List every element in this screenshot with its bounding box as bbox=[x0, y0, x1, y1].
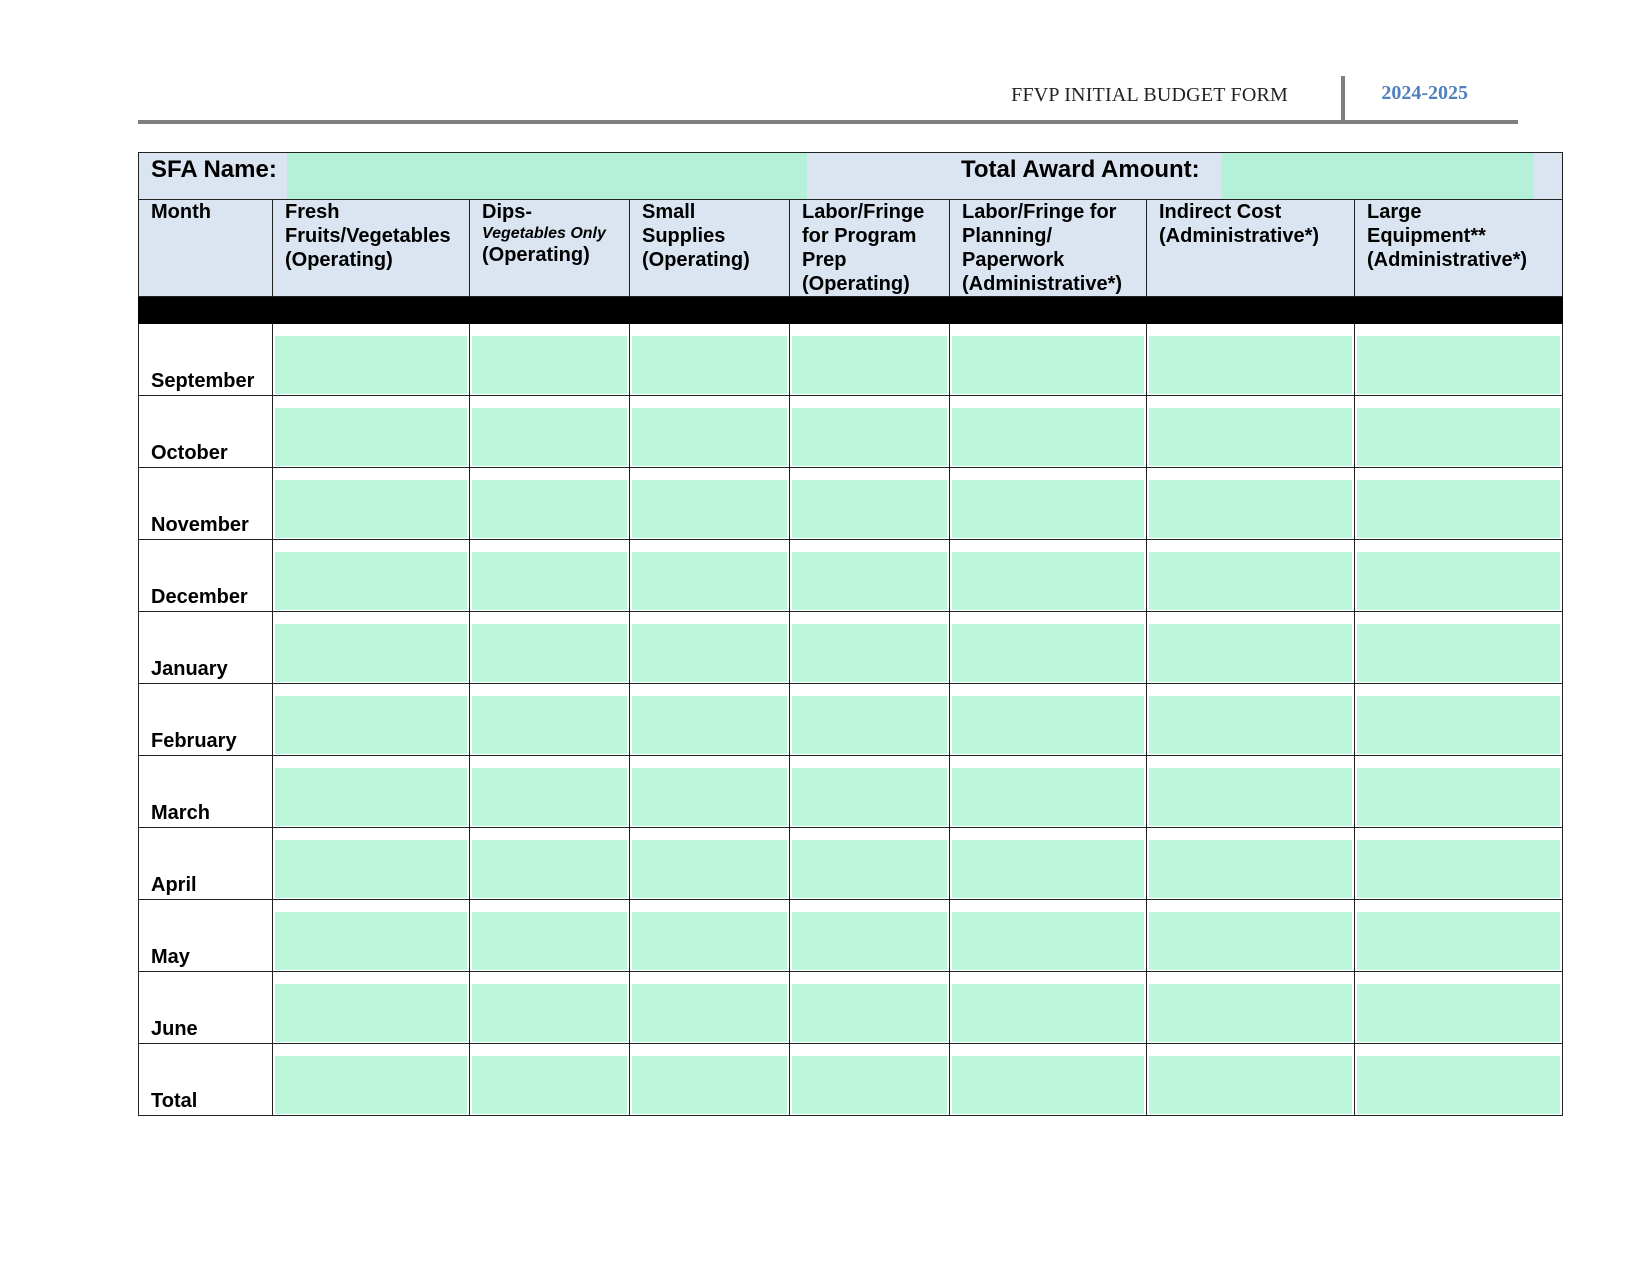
labor-planning-amount-input[interactable] bbox=[952, 336, 1144, 394]
col-header-large-equipment bbox=[1355, 200, 1563, 297]
col-header-labor-plan-line1: Labor/Fringe for bbox=[962, 201, 1117, 223]
large-equipment-amount-input[interactable] bbox=[1357, 912, 1560, 970]
large-equipment-amount-input[interactable] bbox=[1357, 768, 1560, 826]
col-header-labor-plan-line2: Planning/ bbox=[962, 225, 1052, 247]
header-separator-band bbox=[139, 297, 1563, 324]
amount-cell bbox=[273, 900, 470, 972]
amount-cell bbox=[950, 612, 1147, 684]
table-row bbox=[139, 396, 1563, 468]
month-cell bbox=[139, 972, 273, 1044]
amount-cell bbox=[273, 468, 470, 540]
amount-cell bbox=[470, 540, 630, 612]
amount-cell bbox=[790, 396, 950, 468]
fresh-amount-input[interactable] bbox=[275, 408, 467, 466]
amount-cell bbox=[950, 468, 1147, 540]
dips-amount-input[interactable] bbox=[472, 912, 627, 970]
month-cell bbox=[139, 540, 273, 612]
page-header bbox=[138, 70, 1518, 124]
col-header-labor-prep-line3: Prep bbox=[802, 249, 847, 271]
amount-cell bbox=[1147, 756, 1355, 828]
col-header-fresh-line1: Fresh bbox=[285, 201, 340, 223]
amount-cell bbox=[1355, 972, 1563, 1044]
small-supplies-amount-input[interactable] bbox=[632, 768, 787, 826]
dips-amount-input[interactable] bbox=[472, 624, 627, 682]
month-label: December bbox=[151, 586, 248, 608]
indirect-cost-amount-input[interactable] bbox=[1149, 840, 1352, 898]
amount-cell bbox=[630, 900, 790, 972]
amount-cell bbox=[1355, 1044, 1563, 1116]
amount-cell bbox=[790, 828, 950, 900]
month-label: June bbox=[151, 1018, 198, 1040]
small-supplies-amount-input[interactable] bbox=[632, 696, 787, 754]
dips-amount-input[interactable] bbox=[472, 1056, 627, 1114]
amount-cell bbox=[630, 1044, 790, 1116]
month-cell bbox=[139, 612, 273, 684]
amount-cell bbox=[950, 396, 1147, 468]
total-award-label: Total Award Amount: bbox=[961, 156, 1200, 183]
labor-planning-amount-input[interactable] bbox=[952, 1056, 1144, 1114]
amount-cell bbox=[630, 468, 790, 540]
dips-amount-input[interactable] bbox=[472, 696, 627, 754]
col-header-labor-prep-line2: for Program bbox=[802, 225, 917, 247]
amount-cell bbox=[950, 900, 1147, 972]
labor-planning-amount-input[interactable] bbox=[952, 480, 1144, 538]
dips-amount-input[interactable] bbox=[472, 336, 627, 394]
amount-cell bbox=[950, 972, 1147, 1044]
budget-table bbox=[138, 152, 1563, 1116]
amount-cell bbox=[950, 1044, 1147, 1116]
col-header-small-line3: (Operating) bbox=[642, 249, 750, 271]
amount-cell bbox=[273, 756, 470, 828]
amount-cell bbox=[273, 396, 470, 468]
col-header-labor-plan-line3: Paperwork bbox=[962, 249, 1065, 271]
labor-prep-amount-input[interactable] bbox=[792, 480, 947, 538]
amount-cell bbox=[1355, 900, 1563, 972]
amount-cell bbox=[1147, 540, 1355, 612]
dips-amount-input[interactable] bbox=[472, 552, 627, 610]
labor-prep-amount-input[interactable] bbox=[792, 984, 947, 1042]
form-title: FFVP INITIAL BUDGET FORM bbox=[1011, 84, 1288, 106]
column-header-row bbox=[139, 200, 1563, 297]
sfa-name-input[interactable] bbox=[287, 153, 807, 199]
table-row bbox=[139, 1044, 1563, 1116]
indirect-cost-amount-input[interactable] bbox=[1149, 912, 1352, 970]
col-header-labor-planning bbox=[950, 200, 1147, 297]
col-header-small-line2: Supplies bbox=[642, 225, 726, 247]
table-row bbox=[139, 828, 1563, 900]
amount-cell bbox=[1355, 540, 1563, 612]
indirect-cost-amount-input[interactable] bbox=[1149, 984, 1352, 1042]
month-label: March bbox=[151, 802, 210, 824]
small-supplies-amount-input[interactable] bbox=[632, 408, 787, 466]
amount-cell bbox=[470, 900, 630, 972]
indirect-cost-amount-input[interactable] bbox=[1149, 1056, 1352, 1114]
large-equipment-amount-input[interactable] bbox=[1357, 984, 1560, 1042]
month-cell bbox=[139, 828, 273, 900]
small-supplies-amount-input[interactable] bbox=[632, 984, 787, 1042]
indirect-cost-amount-input[interactable] bbox=[1149, 336, 1352, 394]
large-equipment-amount-input[interactable] bbox=[1357, 1056, 1560, 1114]
col-header-large-line1: Large bbox=[1367, 201, 1422, 223]
fresh-amount-input[interactable] bbox=[275, 552, 467, 610]
amount-cell bbox=[273, 612, 470, 684]
month-label: April bbox=[151, 874, 197, 896]
amount-cell bbox=[790, 972, 950, 1044]
amount-cell bbox=[1147, 324, 1355, 396]
large-equipment-amount-input[interactable] bbox=[1357, 336, 1560, 394]
amount-cell bbox=[1355, 684, 1563, 756]
amount-cell bbox=[790, 900, 950, 972]
dips-amount-input[interactable] bbox=[472, 480, 627, 538]
amount-cell bbox=[470, 972, 630, 1044]
dips-amount-input[interactable] bbox=[472, 984, 627, 1042]
amount-cell bbox=[950, 540, 1147, 612]
table-row bbox=[139, 756, 1563, 828]
amount-cell bbox=[790, 684, 950, 756]
amount-cell bbox=[1147, 684, 1355, 756]
amount-cell bbox=[273, 828, 470, 900]
amount-cell bbox=[790, 612, 950, 684]
indirect-cost-amount-input[interactable] bbox=[1149, 768, 1352, 826]
col-header-month bbox=[139, 200, 273, 297]
amount-cell bbox=[630, 828, 790, 900]
fresh-amount-input[interactable] bbox=[275, 336, 467, 394]
labor-planning-amount-input[interactable] bbox=[952, 984, 1144, 1042]
table-row bbox=[139, 468, 1563, 540]
amount-cell bbox=[1147, 828, 1355, 900]
month-cell bbox=[139, 468, 273, 540]
month-label: Total bbox=[151, 1090, 198, 1112]
amount-cell bbox=[1355, 612, 1563, 684]
labor-prep-amount-input[interactable] bbox=[792, 552, 947, 610]
amount-cell bbox=[470, 612, 630, 684]
col-header-dips-note: Vegetables Only bbox=[482, 225, 606, 242]
amount-cell bbox=[1355, 756, 1563, 828]
month-label: September bbox=[151, 370, 255, 392]
indirect-cost-amount-input[interactable] bbox=[1149, 624, 1352, 682]
amount-cell bbox=[630, 540, 790, 612]
fresh-amount-input[interactable] bbox=[275, 696, 467, 754]
amount-cell bbox=[273, 1044, 470, 1116]
amount-cell bbox=[1147, 972, 1355, 1044]
amount-cell bbox=[630, 396, 790, 468]
small-supplies-amount-input[interactable] bbox=[632, 1056, 787, 1114]
labor-prep-amount-input[interactable] bbox=[792, 912, 947, 970]
amount-cell bbox=[630, 324, 790, 396]
col-header-dips-line3: (Operating) bbox=[482, 244, 590, 266]
amount-cell bbox=[790, 468, 950, 540]
col-header-indirect-cost bbox=[1147, 200, 1355, 297]
col-header-month-label: Month bbox=[151, 201, 211, 223]
col-header-labor-prep-line1: Labor/Fringe bbox=[802, 201, 925, 223]
amount-cell bbox=[470, 396, 630, 468]
large-equipment-amount-input[interactable] bbox=[1357, 552, 1560, 610]
amount-cell bbox=[790, 756, 950, 828]
month-cell bbox=[139, 900, 273, 972]
dips-amount-input[interactable] bbox=[472, 840, 627, 898]
indirect-cost-amount-input[interactable] bbox=[1149, 480, 1352, 538]
amount-cell bbox=[470, 468, 630, 540]
month-cell bbox=[139, 684, 273, 756]
indirect-cost-amount-input[interactable] bbox=[1149, 696, 1352, 754]
month-label: May bbox=[151, 946, 190, 968]
amount-cell bbox=[470, 1044, 630, 1116]
amount-cell bbox=[273, 972, 470, 1044]
dips-amount-input[interactable] bbox=[472, 408, 627, 466]
amount-cell bbox=[1147, 396, 1355, 468]
col-header-fresh bbox=[273, 200, 470, 297]
amount-cell bbox=[790, 324, 950, 396]
small-supplies-amount-input[interactable] bbox=[632, 840, 787, 898]
labor-planning-amount-input[interactable] bbox=[952, 840, 1144, 898]
amount-cell bbox=[1355, 468, 1563, 540]
fresh-amount-input[interactable] bbox=[275, 984, 467, 1042]
amount-cell bbox=[1147, 1044, 1355, 1116]
indirect-cost-amount-input[interactable] bbox=[1149, 552, 1352, 610]
amount-cell bbox=[273, 324, 470, 396]
col-header-small-supplies bbox=[630, 200, 790, 297]
amount-cell bbox=[1355, 324, 1563, 396]
amount-cell bbox=[950, 324, 1147, 396]
large-equipment-amount-input[interactable] bbox=[1357, 480, 1560, 538]
table-row bbox=[139, 900, 1563, 972]
fresh-amount-input[interactable] bbox=[275, 480, 467, 538]
month-rows bbox=[139, 324, 1563, 1116]
labor-planning-amount-input[interactable] bbox=[952, 624, 1144, 682]
school-year: 2024-2025 bbox=[1381, 82, 1468, 104]
col-header-large-line2: Equipment** bbox=[1367, 225, 1486, 247]
labor-planning-amount-input[interactable] bbox=[952, 768, 1144, 826]
col-header-dips bbox=[470, 200, 630, 297]
amount-cell bbox=[470, 684, 630, 756]
col-header-large-line3: (Administrative*) bbox=[1367, 249, 1528, 271]
labor-prep-amount-input[interactable] bbox=[792, 624, 947, 682]
col-header-labor-prep bbox=[790, 200, 950, 297]
amount-cell bbox=[1147, 612, 1355, 684]
header-divider bbox=[1341, 76, 1345, 124]
total-award-input[interactable] bbox=[1221, 153, 1534, 199]
fresh-amount-input[interactable] bbox=[275, 768, 467, 826]
month-cell bbox=[139, 756, 273, 828]
table-row bbox=[139, 684, 1563, 756]
small-supplies-amount-input[interactable] bbox=[632, 624, 787, 682]
small-supplies-amount-input[interactable] bbox=[632, 480, 787, 538]
labor-planning-amount-input[interactable] bbox=[952, 552, 1144, 610]
col-header-indirect-line1: Indirect Cost bbox=[1159, 201, 1282, 223]
month-label: January bbox=[151, 658, 228, 680]
separator-cell bbox=[139, 297, 1563, 324]
col-header-labor-plan-line4: (Administrative*) bbox=[962, 273, 1123, 295]
indirect-cost-amount-input[interactable] bbox=[1149, 408, 1352, 466]
table-row bbox=[139, 612, 1563, 684]
header-rule bbox=[138, 120, 1518, 124]
col-header-dips-line1: Dips- bbox=[482, 201, 532, 223]
month-cell bbox=[139, 396, 273, 468]
amount-cell bbox=[950, 684, 1147, 756]
labor-prep-amount-input[interactable] bbox=[792, 696, 947, 754]
large-equipment-amount-input[interactable] bbox=[1357, 840, 1560, 898]
table-row bbox=[139, 972, 1563, 1044]
amount-cell bbox=[273, 540, 470, 612]
fresh-amount-input[interactable] bbox=[275, 912, 467, 970]
large-equipment-amount-input[interactable] bbox=[1357, 624, 1560, 682]
month-label: October bbox=[151, 442, 228, 464]
amount-cell bbox=[1355, 396, 1563, 468]
amount-cell bbox=[630, 684, 790, 756]
sfa-row bbox=[139, 153, 1563, 200]
large-equipment-amount-input[interactable] bbox=[1357, 408, 1560, 466]
sfa-cell bbox=[139, 153, 1563, 200]
sfa-name-label: SFA Name: bbox=[151, 156, 277, 183]
dips-amount-input[interactable] bbox=[472, 768, 627, 826]
amount-cell bbox=[470, 324, 630, 396]
labor-prep-amount-input[interactable] bbox=[792, 840, 947, 898]
labor-prep-amount-input[interactable] bbox=[792, 1056, 947, 1114]
month-cell bbox=[139, 324, 273, 396]
small-supplies-amount-input[interactable] bbox=[632, 336, 787, 394]
col-header-labor-prep-line4: (Operating) bbox=[802, 273, 910, 295]
amount-cell bbox=[950, 828, 1147, 900]
labor-prep-amount-input[interactable] bbox=[792, 408, 947, 466]
fresh-amount-input[interactable] bbox=[275, 1056, 467, 1114]
labor-prep-amount-input[interactable] bbox=[792, 336, 947, 394]
col-header-fresh-line3: (Operating) bbox=[285, 249, 393, 271]
col-header-fresh-line2: Fruits/Vegetables bbox=[285, 225, 451, 247]
col-header-small-line1: Small bbox=[642, 201, 696, 223]
month-label: November bbox=[151, 514, 249, 536]
small-supplies-amount-input[interactable] bbox=[632, 552, 787, 610]
labor-planning-amount-input[interactable] bbox=[952, 696, 1144, 754]
amount-cell bbox=[630, 756, 790, 828]
amount-cell bbox=[1355, 828, 1563, 900]
amount-cell bbox=[950, 756, 1147, 828]
large-equipment-amount-input[interactable] bbox=[1357, 696, 1560, 754]
labor-planning-amount-input[interactable] bbox=[952, 912, 1144, 970]
table-row bbox=[139, 540, 1563, 612]
fresh-amount-input[interactable] bbox=[275, 840, 467, 898]
amount-cell bbox=[273, 684, 470, 756]
amount-cell bbox=[470, 828, 630, 900]
month-cell bbox=[139, 1044, 273, 1116]
fresh-amount-input[interactable] bbox=[275, 624, 467, 682]
small-supplies-amount-input[interactable] bbox=[632, 912, 787, 970]
amount-cell bbox=[630, 612, 790, 684]
month-label: February bbox=[151, 730, 237, 752]
amount-cell bbox=[1147, 468, 1355, 540]
amount-cell bbox=[790, 540, 950, 612]
table-row bbox=[139, 324, 1563, 396]
labor-planning-amount-input[interactable] bbox=[952, 408, 1144, 466]
amount-cell bbox=[470, 756, 630, 828]
col-header-indirect-line2: (Administrative*) bbox=[1159, 225, 1320, 247]
amount-cell bbox=[790, 1044, 950, 1116]
labor-prep-amount-input[interactable] bbox=[792, 768, 947, 826]
amount-cell bbox=[630, 972, 790, 1044]
amount-cell bbox=[1147, 900, 1355, 972]
